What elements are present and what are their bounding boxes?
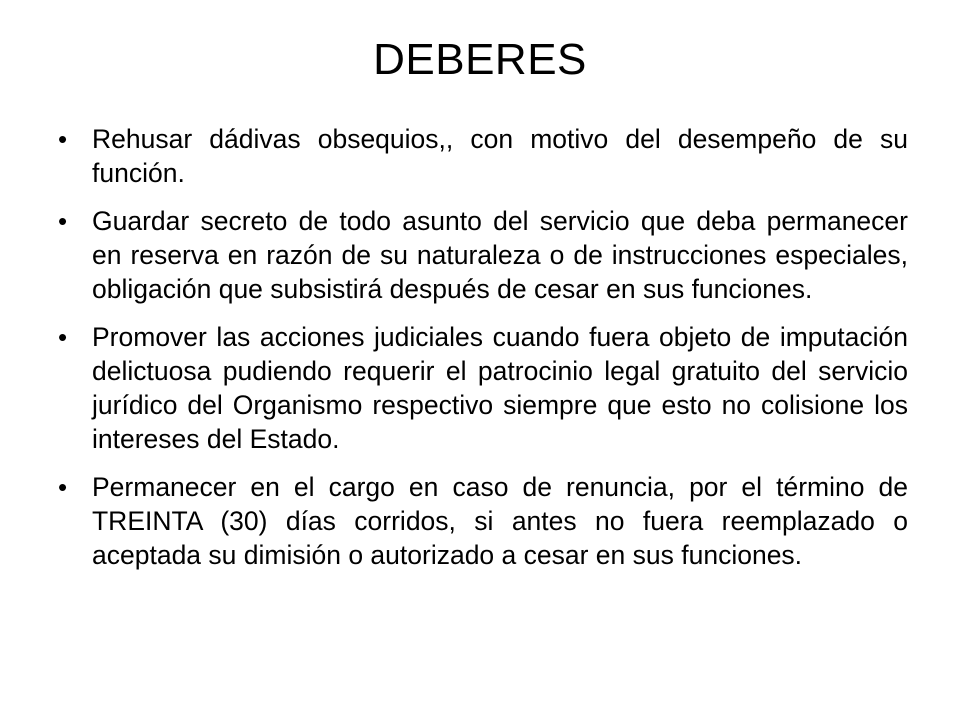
list-item [58,470,908,572]
bullet-dot-icon: • [58,206,68,236]
bullet-text: Permanecer en el cargo en caso de renuncia, por el término de TREINTA (30) días corridos, si antes no fuera reemplazado o aceptada su dimisión o autorizado a cesar en sus funciones. [92,472,908,570]
bullet-dot-icon: • [58,472,68,502]
bullet-text: Rehusar dádivas obsequios,, con motivo del desempeño de su función. [92,124,908,188]
list-item [58,320,908,456]
bullet-dot-icon: • [58,322,68,352]
bullet-dot-icon: • [58,124,68,154]
bullet-list [58,122,908,586]
slide-title: DEBERES [373,35,587,84]
bullet-text: Promover las acciones judiciales cuando fuera objeto de imputación delictuosa pudiendo requerir el patrocinio legal gratuito del servicio jurídico del Organismo respectivo siempre que esto no colisione los intereses del Estado. [92,322,908,454]
list-item [58,204,908,306]
list-item [58,122,908,190]
bullet-text: Guardar secreto de todo asunto del servicio que deba permanecer en reserva en razón de su naturaleza o de instrucciones especiales, obligación que subsistirá después de cesar en sus funciones. [92,206,908,304]
